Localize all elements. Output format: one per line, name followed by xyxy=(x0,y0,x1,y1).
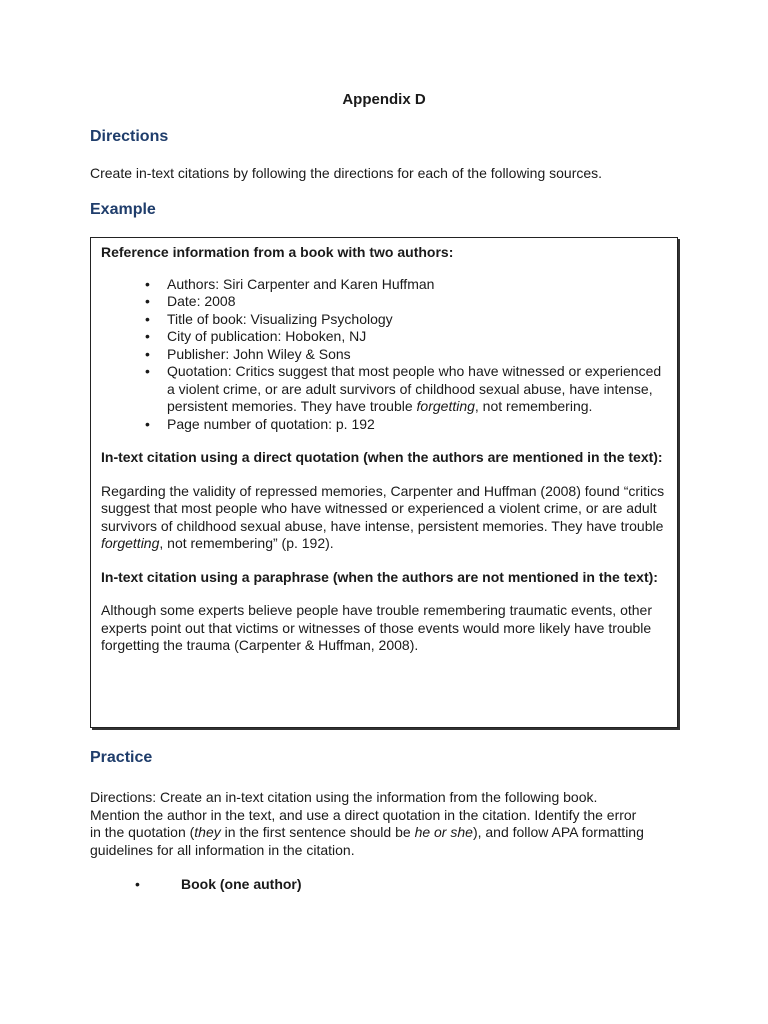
example-box xyxy=(90,237,678,728)
page-title: Appendix D xyxy=(342,91,426,108)
reference-item-quotation: • Quotation: Critics suggest that most people who have witnessed or experienced a violent crime, or are adult survivors of childhood sexual abuse, have intense, persistent memories. They have trouble forgetting, not remembering. xyxy=(167,363,667,416)
directions-text: Create in-text citations by following the directions for each of the following sources. xyxy=(90,165,603,181)
reference-item-publisher: • Publisher: John Wiley & Sons xyxy=(167,346,667,364)
practice-directions: Directions: Create an in-text citation using the information from the following book. Mention the author in the text, and use a direct quotation in the citation. Identify the error in the quotation (they in the first sentence should be he or she), and follow APA formatting guidelines for all information in the citation. xyxy=(90,789,644,858)
practice-item-label: Book (one author) xyxy=(181,876,302,892)
reference-item-page: • Page number of quotation: p. 192 xyxy=(167,416,667,434)
reference-list xyxy=(101,276,667,434)
paraphrase-heading: In-text citation using a paraphrase (when the authors are not mentioned in the text): xyxy=(101,568,658,585)
example-heading: Example xyxy=(90,201,156,218)
reference-item-authors: • Authors: Siri Carpenter and Karen Huffman xyxy=(167,276,667,294)
directions-heading: Directions xyxy=(90,128,169,145)
reference-heading: Reference information from a book with two authors: xyxy=(101,244,454,260)
paraphrase-text: Although some experts believe people have trouble remembering traumatic events, other experts point out that victims or witnesses of those events would more likely have trouble forgetting the trauma (Carpenter & Huffman, 2008). xyxy=(101,602,652,653)
direct-quotation-heading: In-text citation using a direct quotation (when the authors are mentioned in the text): xyxy=(101,449,663,465)
bullet-marker: • xyxy=(135,876,140,892)
reference-item-title: • Title of book: Visualizing Psychology xyxy=(167,311,667,329)
reference-item-city: • City of publication: Hoboken, NJ xyxy=(167,328,667,346)
practice-heading: Practice xyxy=(90,749,153,766)
direct-quotation-text: Regarding the validity of repressed memories, Carpenter and Huffman (2008) found “critics suggest that most people who have witnessed or experienced a violent crime, or are adult survivors of childhood sexual abuse, have intense, persistent memories. They have trouble forgetting, not remembering” (p. 192). xyxy=(101,482,665,551)
reference-item-date: • Date: 2008 xyxy=(167,293,667,311)
